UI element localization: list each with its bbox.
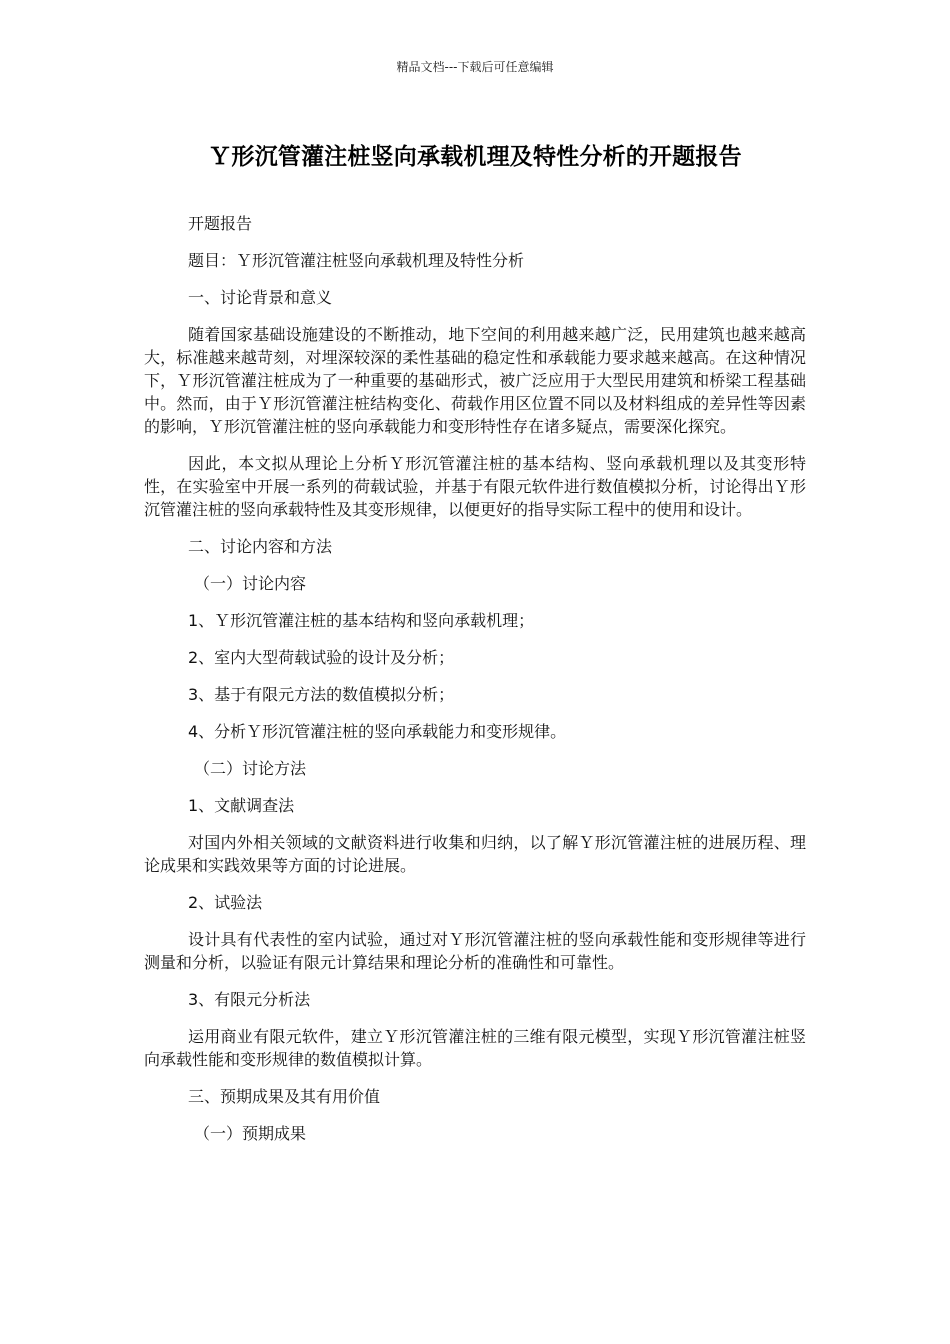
list-item: 4、分析Ｙ形沉管灌注桩的竖向承载能力和变形规律。 xyxy=(188,722,567,741)
document-body xyxy=(144,212,806,1159)
subsection-heading: （一）讨论内容 xyxy=(194,574,307,593)
list-item: 2、试验法 xyxy=(188,893,263,912)
section-heading: 二、讨论内容和方法 xyxy=(188,537,333,556)
list-item: 1、文献调查法 xyxy=(188,796,295,815)
paragraph: 运用商业有限元软件，建立Ｙ形沉管灌注桩的三维有限元模型，实现Ｙ形沉管灌注桩竖向承载性能和变形规律的数值模拟计算。 xyxy=(144,1027,806,1069)
paragraph: 因此，本文拟从理论上分析Ｙ形沉管灌注桩的基本结构、竖向承载机理以及其变形特性，在实验室中开展一系列的荷载试验，并基于有限元软件进行数值模拟分析，讨论得出Ｙ形沉管灌注桩的竖向承载特性及其变形规律，以便更好的指导实际工程中的使用和设计。 xyxy=(144,454,806,519)
paragraph: 设计具有代表性的室内试验，通过对Ｙ形沉管灌注桩的竖向承载性能和变形规律等进行测量和分析，以验证有限元计算结果和理论分析的准确性和可靠性。 xyxy=(144,930,806,972)
section-heading: 三、预期成果及其有用价值 xyxy=(188,1087,381,1106)
list-item: 2、室内大型荷载试验的设计及分析； xyxy=(188,648,455,667)
section-heading: 一、讨论背景和意义 xyxy=(188,288,333,307)
page-header: 精品文档---下载后可任意编辑 xyxy=(396,60,554,74)
list-item: 3、有限元分析法 xyxy=(188,990,311,1009)
list-item: 1、Ｙ形沉管灌注桩的基本结构和竖向承载机理； xyxy=(188,611,535,630)
paragraph: 开题报告 xyxy=(188,214,253,233)
list-item: 3、基于有限元方法的数值模拟分析； xyxy=(188,685,455,704)
paragraph: 题目：Ｙ形沉管灌注桩竖向承载机理及特性分析 xyxy=(188,251,525,270)
document-title: Ｙ形沉管灌注桩竖向承载机理及特性分析的开题报告 xyxy=(208,144,742,170)
paragraph: 随着国家基础设施建设的不断推动，地下空间的利用越来越广泛，民用建筑也越来越高大，标准越来越苛刻，对埋深较深的柔性基础的稳定性和承载能力要求越来越高。在这种情况下，Ｙ形沉管灌注桩成为了一种重要的基础形式，被广泛应用于大型民用建筑和桥梁工程基础中。然而，由于Ｙ形沉管灌注桩结构变化、荷载作用区位置不同以及材料组成的差异性等因素的影响，Ｙ形沉管灌注桩的竖向承载能力和变形特性存在诸多疑点，需要深化探究。 xyxy=(144,325,806,436)
subsection-heading: （一）预期成果 xyxy=(194,1124,307,1143)
subsection-heading: （二）讨论方法 xyxy=(194,759,307,778)
paragraph: 对国内外相关领域的文献资料进行收集和归纳，以了解Ｙ形沉管灌注桩的进展历程、理论成果和实践效果等方面的讨论进展。 xyxy=(144,833,806,875)
